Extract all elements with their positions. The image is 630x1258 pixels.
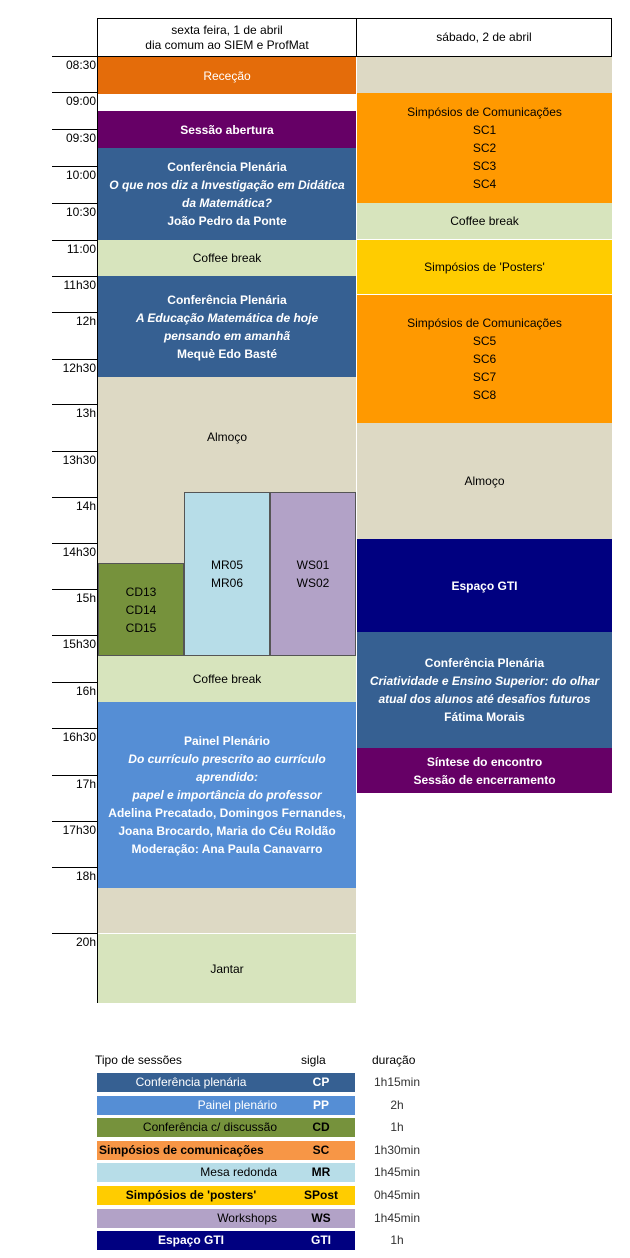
mr05-label: MR05 xyxy=(210,558,243,572)
header-friday xyxy=(97,18,357,57)
sc7-label: SC7 xyxy=(472,370,497,384)
cp2-speaker: Mequè Edo Basté xyxy=(176,346,278,361)
friday-coffee-break-2 xyxy=(98,656,356,702)
time-label: 10:00 xyxy=(65,168,96,182)
legend-header-sigla: sigla xyxy=(301,1053,326,1067)
cp3-speaker: Fátima Morais xyxy=(444,710,525,724)
sc4-label: SC4 xyxy=(472,177,497,191)
friday-conferencia-plenaria-2 xyxy=(98,276,356,377)
legend-row-duracao: 1h15min xyxy=(373,1075,421,1089)
cp1-line2: da Matemática? xyxy=(181,196,273,210)
saturday-conferencia-plenaria xyxy=(357,632,612,748)
mr06-label: MR06 xyxy=(210,576,243,590)
saturday-before-start xyxy=(357,57,612,93)
legend-row-tipo: Mesa redonda xyxy=(97,1163,355,1182)
time-label: 17h xyxy=(75,777,96,791)
painel-moderacao: Moderação: Ana Paula Canavarro xyxy=(131,842,323,856)
sessao-abertura-label: Sessão abertura xyxy=(180,122,274,137)
ws02-label: WS02 xyxy=(296,576,330,590)
friday-jantar xyxy=(98,934,356,1003)
sat-almoco-label: Almoço xyxy=(464,474,505,488)
time-label: 13h30 xyxy=(62,453,96,467)
legend-row-sigla: WS xyxy=(311,1210,331,1225)
time-gridline xyxy=(52,166,98,167)
time-label: 12h30 xyxy=(62,361,96,375)
time-gridline xyxy=(52,404,98,405)
cp2-line1: A Educação Matemática de hoje xyxy=(135,310,319,325)
time-label: 11:00 xyxy=(66,242,96,256)
time-gridline xyxy=(52,728,98,729)
friday-gap xyxy=(98,888,356,933)
header-friday-subtitle: dia comum ao SIEM e ProfMat xyxy=(145,37,309,52)
time-gridline xyxy=(52,821,98,822)
time-label: 08:30 xyxy=(65,58,96,72)
sc2-label: SC2 xyxy=(472,141,497,155)
gti-label: Espaço GTI xyxy=(451,578,518,593)
time-gridline xyxy=(52,203,98,204)
time-gridline xyxy=(52,359,98,360)
time-gridline xyxy=(52,933,98,934)
legend-row-duracao: 1h45min xyxy=(373,1210,421,1225)
time-gridline xyxy=(52,451,98,452)
legend-header-tipo: Tipo de sessões xyxy=(95,1053,182,1067)
time-label: 12h xyxy=(75,314,96,328)
cp2-line2: pensando em amanhã xyxy=(163,328,291,343)
time-gridline xyxy=(52,56,98,57)
sc6-label: SC6 xyxy=(472,352,497,366)
posters-label: Simpósios de 'Posters' xyxy=(424,260,545,274)
cp3-title: Conferência Plenária xyxy=(424,656,545,670)
painel-line2: aprendido: xyxy=(196,770,258,784)
cp1-speaker: João Pedro da Ponte xyxy=(167,214,287,228)
friday-rececao xyxy=(98,57,356,94)
legend-row-duracao: 1h45min xyxy=(373,1165,421,1180)
time-gridline xyxy=(52,682,98,683)
legend-row-tipo: Simpósios de comunicações xyxy=(97,1141,355,1160)
cd14-label: CD14 xyxy=(125,602,157,617)
time-label: 10:30 xyxy=(65,205,96,219)
legend-row-sigla: MR xyxy=(311,1165,331,1180)
cp1-line1: O que nos diz a Investigação em Didática xyxy=(109,178,345,192)
sc2-title: Simpósios de Comunicações xyxy=(407,316,562,330)
sc3-label: SC3 xyxy=(472,159,497,173)
jantar-label: Jantar xyxy=(210,961,244,976)
almoco-label-wrap xyxy=(98,427,356,447)
header-saturday xyxy=(356,18,612,57)
legend-row-sigla: SPost xyxy=(303,1188,338,1202)
time-gridline xyxy=(52,240,98,241)
friday-mr-block xyxy=(184,492,270,656)
legend-row-duracao: 1h xyxy=(390,1120,404,1135)
header-saturday-date: sábado, 2 de abril xyxy=(436,30,532,44)
cp3-line2: atual dos alunos até desafios futuros xyxy=(378,692,591,706)
legend-row-duracao: 2h xyxy=(390,1097,404,1112)
legend-row-sigla: CP xyxy=(312,1075,330,1089)
time-gridline xyxy=(52,543,98,544)
time-label: 18h xyxy=(75,869,96,883)
time-label: 09:30 xyxy=(65,131,96,145)
sat-coffee-label: Coffee break xyxy=(450,214,519,228)
friday-coffee-break-1 xyxy=(98,240,356,276)
sc1-title: Simpósios de Comunicações xyxy=(407,105,562,119)
time-gridline xyxy=(52,775,98,776)
time-gridline xyxy=(52,497,98,498)
legend-row-tipo: Espaço GTI xyxy=(97,1231,355,1250)
legend-row-duracao: 1h xyxy=(390,1233,404,1248)
friday-conferencia-plenaria-1 xyxy=(98,148,356,240)
painel-speakers1: Adelina Precatado, Domingos Fernandes, xyxy=(108,806,346,820)
saturday-espaco-gti xyxy=(357,539,612,632)
legend-row-tipo: Conferência c/ discussão xyxy=(97,1118,355,1137)
time-label: 13h xyxy=(75,406,96,420)
header-friday-date: sexta feira, 1 de abril xyxy=(171,22,283,37)
time-gridline xyxy=(52,129,98,130)
saturday-encerramento xyxy=(357,748,612,793)
legend-row-sigla: GTI xyxy=(311,1233,331,1248)
almoco-label: Almoço xyxy=(206,430,247,444)
time-gridline xyxy=(52,276,98,277)
legend-row-tipo: Workshops xyxy=(97,1209,355,1228)
time-gridline xyxy=(52,589,98,590)
time-label: 20h xyxy=(75,935,96,949)
legend-row-tipo: Painel plenário xyxy=(97,1096,355,1115)
cp2-title: Conferência Plenária xyxy=(167,292,287,307)
legend-header-duracao: duração xyxy=(372,1053,416,1067)
encerramento-label: Sessão de encerramento xyxy=(413,772,556,787)
painel-title: Painel Plenário xyxy=(183,734,271,748)
coffee1-label: Coffee break xyxy=(192,251,262,265)
saturday-simposios-comunicacoes-1 xyxy=(357,93,612,203)
time-label: 11h30 xyxy=(63,278,96,292)
cd15-label: CD15 xyxy=(125,620,157,635)
time-label: 15h xyxy=(75,591,96,605)
legend-row-tipo: Simpósios de 'posters' xyxy=(97,1186,355,1205)
time-gridline xyxy=(52,92,98,93)
legend-row-sigla: PP xyxy=(312,1097,329,1112)
cd13-label: CD13 xyxy=(125,584,157,599)
friday-cd-block xyxy=(98,563,184,656)
sc5-label: SC5 xyxy=(472,334,497,348)
time-label: 14h xyxy=(75,499,96,513)
saturday-almoco xyxy=(357,423,612,539)
time-gridline xyxy=(52,635,98,636)
friday-painel-plenario xyxy=(98,702,356,888)
cp3-line1: Criatividade e Ensino Superior: do olhar xyxy=(369,674,600,688)
friday-ws-block xyxy=(270,492,356,656)
legend-row-duracao: 1h30min xyxy=(373,1142,421,1157)
time-label: 15h30 xyxy=(62,637,96,651)
painel-line1: Do currículo prescrito ao currículo xyxy=(128,752,326,766)
painel-line3: papel e importância do professor xyxy=(132,788,322,802)
time-label: 16h30 xyxy=(62,730,96,744)
legend-row-tipo: Conferência plenária xyxy=(97,1073,355,1092)
time-label: 17h30 xyxy=(62,823,96,837)
coffee2-label: Coffee break xyxy=(192,672,262,686)
time-label: 16h xyxy=(75,684,96,698)
cp1-title: Conferência Plenária xyxy=(167,160,287,174)
legend-row-duracao: 0h45min xyxy=(373,1188,421,1202)
time-label: 14h30 xyxy=(62,545,96,559)
saturday-simposios-comunicacoes-2 xyxy=(357,295,612,423)
saturday-simposios-posters xyxy=(357,240,612,294)
friday-sessao-abertura xyxy=(98,111,356,148)
legend-row-sigla: CD xyxy=(312,1120,330,1135)
ws01-label: WS01 xyxy=(296,558,330,572)
time-gridline xyxy=(52,867,98,868)
sc1-label: SC1 xyxy=(472,123,497,137)
time-gridline xyxy=(52,312,98,313)
time-label: 09:00 xyxy=(65,94,96,108)
saturday-coffee-break xyxy=(357,203,612,239)
painel-speakers2: Joana Brocardo, Maria do Céu Roldão xyxy=(118,824,336,838)
sc8-label: SC8 xyxy=(472,388,497,402)
legend-row-sigla: SC xyxy=(312,1142,330,1157)
rececao-label: Receção xyxy=(203,68,251,83)
sintese-label: Síntese do encontro xyxy=(426,754,543,769)
